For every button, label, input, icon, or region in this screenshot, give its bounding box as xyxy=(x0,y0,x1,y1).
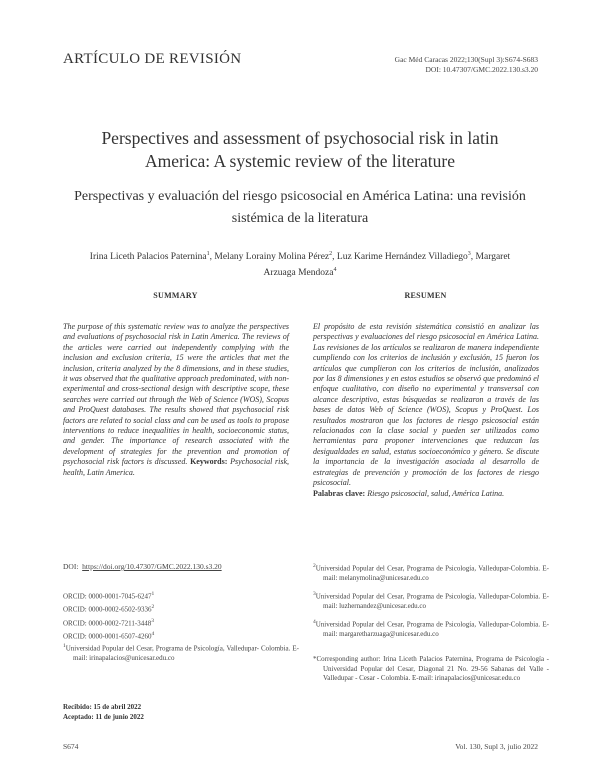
doi-label: DOI: xyxy=(63,562,79,571)
orcid-item[interactable]: ORCID: 0000-0002-6502-9336$^2$ xyxy=(63,604,155,614)
palabras-clave-value: Riesgo psicosocial, salud, América Latina. xyxy=(367,488,505,498)
affiliation-mark: 1 xyxy=(206,251,210,257)
volume-info: Vol. 130, Supl 3, julio 2022 xyxy=(455,742,538,751)
affiliation-1: $^1$Universidad Popular del Cesar, Programa de Psicología, Valledupar- Colombia. E-mail: irinapalacios@unicesar.edu.co xyxy=(63,643,299,662)
article-doi xyxy=(63,562,222,571)
journal-citation: Gac Méd Caracas 2022;130(Supl 3):S674-S683 xyxy=(394,55,538,64)
affiliation-mark: 4 xyxy=(333,267,337,274)
orcid-item[interactable]: ORCID: 0000-0002-7211-3448$^3$ xyxy=(63,617,154,627)
received-date: Recibido: 15 de abril 2022 xyxy=(63,703,142,711)
orcid-item[interactable]: ORCID: 0000-0001-6507-4260$^4$ xyxy=(63,630,155,641)
summary-text: The purpose of this systematic review was to analyze the perspectives and evaluations of psychosocial risk in Latin America. The reviews of the articles were carried out independently complying with the inclusion and exclusion criteria, 15 were the articles that met the inclusion, criteria analyzed by the 8 dimensions, and in these studies, it was observed that the qualitative approach predominated, with non-experimental and cross-sectional design with descriptive scope, these searches were carried out through the Web of Science (WOS), Scopus and ProQuest databases. The results showed that psychosocial risk factors are related to social class and can be used as tools to propose interventions to reduce inequalities in health, socioeconomic status, and gender. The importance of research associated with the development of strategies for the prevention and promotion of psychosocial risk factors is discussed. xyxy=(63,322,289,467)
corresponding-author: *Corresponding author: Irina Liceth Palacios Paternina, Programa de Psicología - Universidad Popular del Cesar, Diagonal 21 No. 29-56 Sabanas del Valle - Valledupar - Cesar - Colombia. E-mail: irinapalacios@unicesar.edu.co xyxy=(313,655,549,682)
journal-doi: DOI: 10.47307/GMC.2022.130.s3.20 xyxy=(425,65,538,74)
keywords-label: Keywords: xyxy=(190,457,228,467)
doi-link[interactable]: https://doi.org/10.47307/GMC.2022.130.s3.20 xyxy=(82,562,222,571)
title-spanish: Perspectivas y evaluación del riesgo psicosocial en América Latina: una revisión sistémica de la literatura xyxy=(74,189,526,226)
summary-heading: SUMMARY xyxy=(153,291,198,300)
author-name: , Luz Karime Hernández Villadiego xyxy=(332,252,468,263)
author-list xyxy=(75,248,525,280)
author-name: , Margaret Arzuaga Mendoza xyxy=(263,252,511,279)
journal-reference xyxy=(395,55,538,75)
resumen-text: El propósito de esta revisión sistemática consistió en analizar las perspectivas y evaluaciones del riesgo psicosocial en América Latina. Las revisiones de los artículos se realizaron de manera independiente cumpliendo con los criterios de inclusión y exclusión, 15 fueron los artículos que cumplieron con los criterios de inclusión, analizados por las 8 dimensiones y en estos estudios se observó que predominó el enfoque cualitativo, con diseño no experimental y transversal con alcance descriptivo, estas búsquedas se realizaron a través de las bases de datos Web of Science (WOS), Scopus y ProQuest. Los resultados mostraron que los factores de riesgo psicosocial están relacionados con la clase social y pueden ser utilizados como herramientas para proponer intervenciones que reduzcan las desigualdades en salud, estatus socioeconómico y género. Se discute la importancia de la investigación asociada al desarrollo de estrategias de prevención y promoción de los factores de riesgo psicosocial. xyxy=(313,322,539,488)
author-name: Irina Liceth Palacios Paternina xyxy=(89,252,207,263)
section-label: ARTÍCULO DE REVISIÓN xyxy=(63,51,242,67)
orcid-list xyxy=(63,589,154,642)
title-english: Perspectives and assessment of psychosocial risk in latin America: A systemic review of the literature xyxy=(101,128,499,171)
palabras-clave-label: Palabras clave: xyxy=(313,488,366,498)
author-name: , Melany Lorainy Molina Pérez xyxy=(209,252,330,263)
affiliation-mark: 3 xyxy=(467,251,471,257)
summary-abstract xyxy=(63,322,289,478)
resumen-abstract xyxy=(313,322,539,499)
affiliation-mark: 2 xyxy=(329,251,333,257)
keywords-value: Psychosocial risk, health, Latin America. xyxy=(63,457,290,477)
orcid-item[interactable]: ORCID: 0000-0001-7045-6247$^1$ xyxy=(63,591,155,601)
accepted-date: Aceptado: 11 de junio 2022 xyxy=(63,713,144,721)
resumen-heading: RESUMEN xyxy=(404,291,447,300)
resumen-keywords xyxy=(313,489,504,498)
article-dates xyxy=(63,702,144,722)
affiliation-4: $^4$Universidad Popular del Cesar, Programa de Psicología, Valledupar-Colombia. E-mail: margaretharzuaga@unicesar.edu.co xyxy=(313,619,549,638)
affiliation-2: $^2$Universidad Popular del Cesar, Programa de Psicología, Valledupar-Colombia. E-mail: melanymolina@unicesar.edu.co xyxy=(313,563,549,582)
affiliation-3: $^3$Universidad Popular del Cesar, Programa de Psicología, Valledupar-Colombia. E-mail: luzhernandez@unicesar.edu.co xyxy=(313,591,549,610)
page-number: S674 xyxy=(63,742,79,751)
